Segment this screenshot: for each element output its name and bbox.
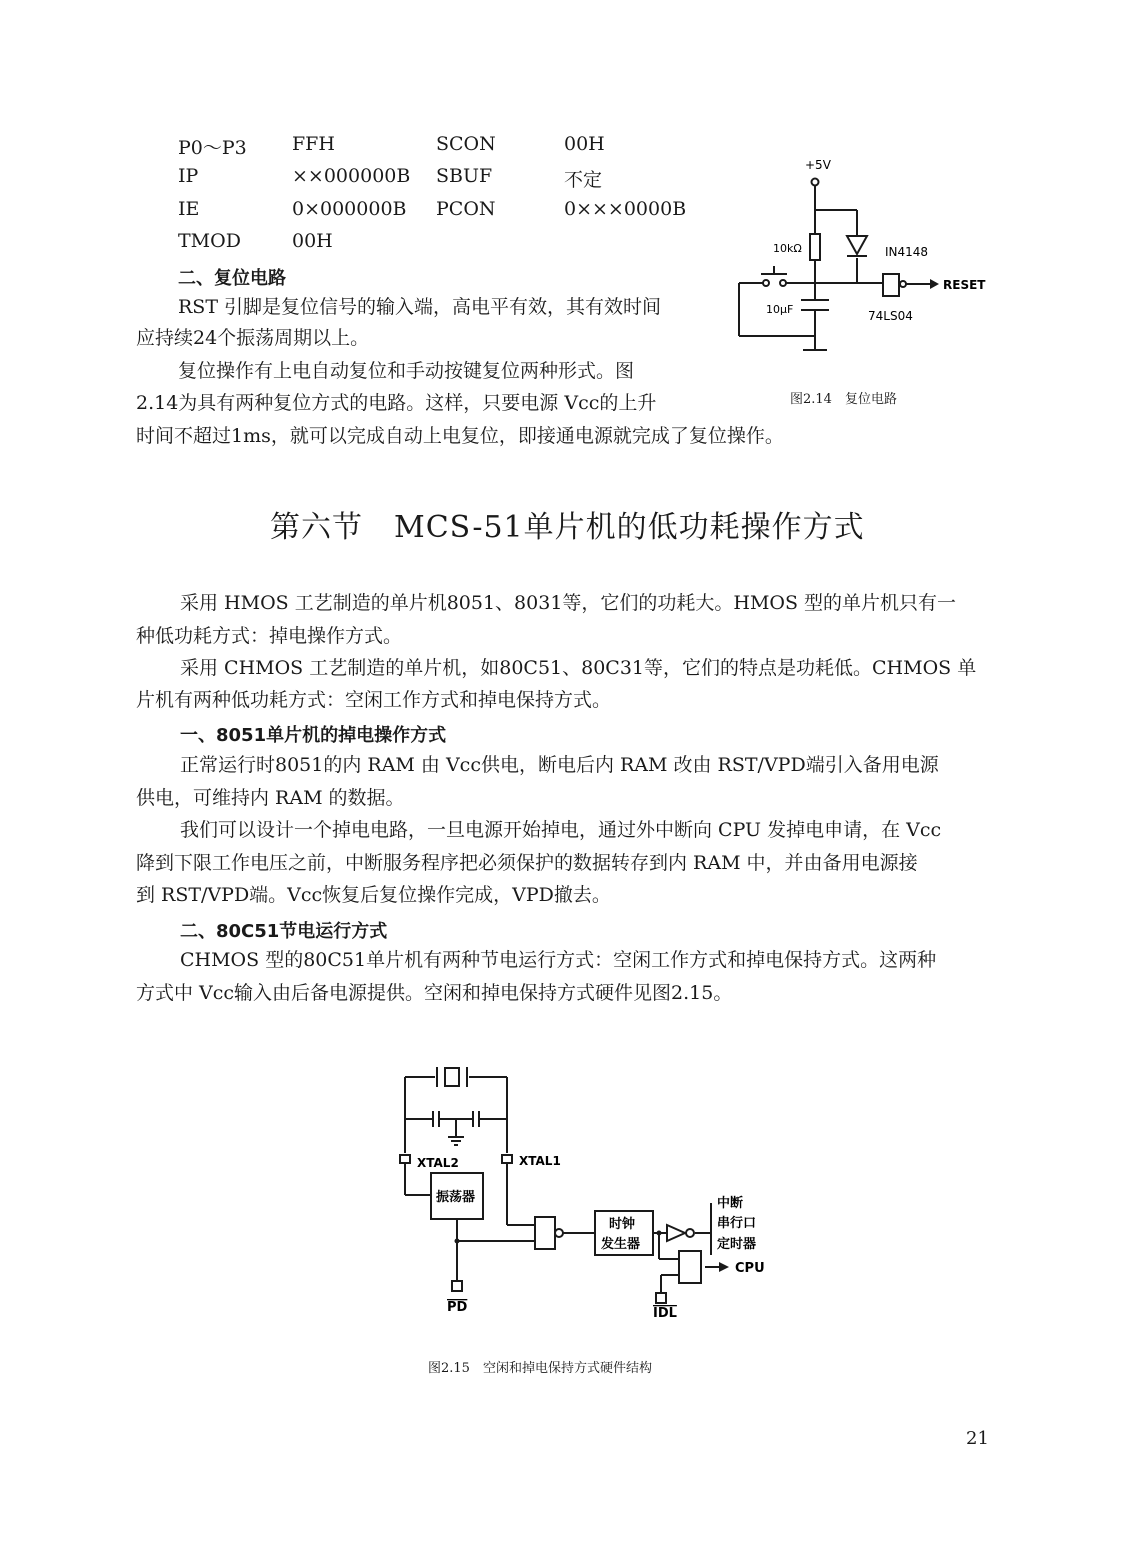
reg-name: P0～P3 <box>178 137 247 159</box>
reg-value: 0×××0000B <box>564 198 687 220</box>
gate-label: 74LS04 <box>868 309 913 323</box>
output-interrupt-label: 中断 <box>717 1196 744 1211</box>
reg-name: SBUF <box>436 165 493 187</box>
reset-output-label: RESET <box>943 278 986 292</box>
paragraph-line: 应持续24个振荡周期以上。 <box>136 327 370 349</box>
xtal1-label: XTAL1 <box>519 1154 561 1168</box>
subsection-heading: 一、8051单片机的掉电操作方式 <box>180 725 447 746</box>
clock-label-line1: 时钟 <box>609 1217 636 1232</box>
output-serial-label: 串行口 <box>717 1216 757 1231</box>
reg-name: IE <box>178 198 200 220</box>
paragraph-line: 采用 CHMOS 工艺制造的单片机，如80C51、80C31等，它们的特点是功耗低。CHMOS 单 <box>180 657 977 679</box>
reg-value: FFH <box>292 133 335 155</box>
reg-value: 不定 <box>564 169 603 191</box>
paragraph-line: RST 引脚是复位信号的输入端，高电平有效，其有效时间 <box>178 296 662 318</box>
paragraph-line: 到 RST/VPD端。Vcc恢复后复位操作完成，VPD撤去。 <box>136 884 611 906</box>
section-heading: 二、复位电路 <box>178 268 286 289</box>
section-title: 第六节 MCS-51单片机的低功耗操作方式 <box>270 510 865 545</box>
paragraph-line: 正常运行时8051的内 RAM 由 Vcc供电，断电后内 RAM 改由 RST/VPD端引入备用电源 <box>180 754 939 776</box>
clock-label-line2: 发生器 <box>601 1237 641 1252</box>
figure-caption: 图2.15 空闲和掉电保持方式硬件结构 <box>428 1361 652 1376</box>
paragraph-line: 片机有两种低功耗方式：空闲工作方式和掉电保持方式。 <box>136 689 612 711</box>
paragraph-line: 2.14为具有两种复位方式的电路。这样，只要电源 Vcc的上升 <box>136 392 657 414</box>
pd-label: PD <box>447 1300 468 1315</box>
paragraph-line: 方式中 Vcc输入由后备电源提供。空闲和掉电保持方式硬件见图2.15。 <box>136 982 733 1004</box>
reg-value: 0×000000B <box>292 198 407 220</box>
reg-name: SCON <box>436 133 496 155</box>
xtal2-label: XTAL2 <box>417 1156 459 1170</box>
paragraph-line: 采用 HMOS 工艺制造的单片机8051、8031等，它们的功耗大。HMOS 型的单片机只有一 <box>180 592 957 614</box>
reset-circuit-diagram <box>725 150 1015 410</box>
cpu-label: CPU <box>735 1261 765 1276</box>
capacitor-label: 10μF <box>766 303 794 316</box>
paragraph-line: 我们可以设计一个掉电电路，一旦电源开始掉电，通过外中断向 CPU 发掉电申请，在 Vcc <box>180 819 942 841</box>
idl-label: IDL <box>653 1306 677 1321</box>
idle-powerdown-diagram <box>395 1055 795 1325</box>
oscillator-label: 振荡器 <box>436 1190 476 1205</box>
paragraph-line: CHMOS 型的80C51单片机有两种节电运行方式：空闲工作方式和掉电保持方式。这两种 <box>180 949 937 971</box>
diode-label: IN4148 <box>885 245 929 259</box>
paragraph-line: 供电，可维持内 RAM 的数据。 <box>136 787 405 809</box>
page-number: 21 <box>966 1428 989 1449</box>
output-timer-label: 定时器 <box>717 1237 757 1252</box>
paragraph-line: 降到下限工作电压之前，中断服务程序把必须保护的数据转存到内 RAM 中，并由备用电源接 <box>136 852 918 874</box>
vcc-label: +5V <box>805 158 831 172</box>
resistor-label: 10kΩ <box>773 242 802 255</box>
reg-value: ××000000B <box>292 165 411 187</box>
reg-value: 00H <box>292 230 333 252</box>
figure-caption: 图2.14 复位电路 <box>790 392 897 407</box>
reg-value: 00H <box>564 133 605 155</box>
reg-name: TMOD <box>178 230 241 252</box>
paragraph-line: 时间不超过1ms，就可以完成自动上电复位，即接通电源就完成了复位操作。 <box>136 425 784 447</box>
reg-name: IP <box>178 165 199 187</box>
subsection-heading: 二、80C51节电运行方式 <box>180 921 388 942</box>
reg-name: PCON <box>436 198 496 220</box>
paragraph-line: 种低功耗方式：掉电操作方式。 <box>136 625 403 647</box>
paragraph-line: 复位操作有上电自动复位和手动按键复位两种形式。图 <box>178 360 635 382</box>
